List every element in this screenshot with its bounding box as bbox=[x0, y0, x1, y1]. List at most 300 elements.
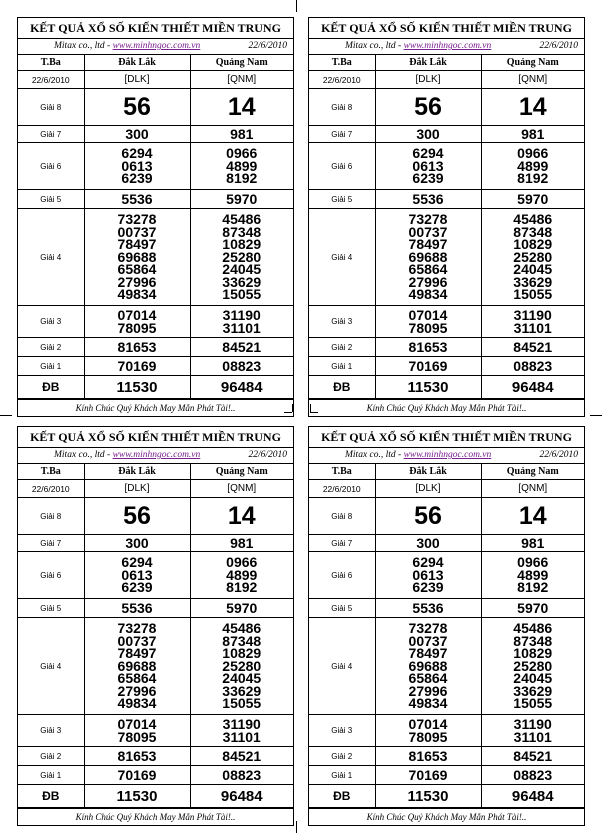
cut-mark bbox=[310, 412, 318, 413]
winning-number: 73278 bbox=[117, 619, 157, 636]
cut-mark bbox=[296, 0, 297, 12]
prize-label: Giải 1 bbox=[309, 357, 375, 376]
cut-mark bbox=[310, 404, 311, 412]
prize-numbers bbox=[84, 766, 190, 785]
prize-numbers bbox=[190, 552, 293, 599]
prize-numbers bbox=[481, 338, 584, 357]
winning-number: 87348 bbox=[513, 223, 553, 240]
winning-number: 8192 bbox=[226, 579, 258, 596]
winning-number: 87348 bbox=[222, 223, 262, 240]
winning-number: 25280 bbox=[513, 657, 553, 674]
province-code-row bbox=[309, 71, 584, 89]
prize-numbers bbox=[190, 715, 293, 747]
prize-label: Giải 1 bbox=[18, 766, 84, 785]
day-label: T.Ba bbox=[18, 55, 84, 71]
province-code-row bbox=[18, 480, 293, 498]
winning-number: 4899 bbox=[226, 566, 258, 583]
prize-label: Giải 5 bbox=[18, 599, 84, 618]
winning-number: 300 bbox=[125, 125, 149, 142]
prize-numbers bbox=[481, 618, 584, 715]
winning-number: 6239 bbox=[412, 579, 444, 596]
winning-number: 65864 bbox=[117, 261, 157, 278]
cut-mark bbox=[590, 415, 602, 416]
prize-numbers bbox=[481, 599, 584, 618]
results-table bbox=[309, 464, 584, 808]
prize-label: Giải 5 bbox=[309, 599, 375, 618]
winning-number: 70169 bbox=[408, 766, 448, 783]
winning-number: 56 bbox=[414, 502, 442, 530]
prize-numbers bbox=[375, 618, 481, 715]
prize-label: Giải 8 bbox=[18, 498, 84, 535]
province-code-row bbox=[309, 480, 584, 498]
winning-number: 25280 bbox=[222, 657, 262, 674]
winning-number: 300 bbox=[416, 125, 440, 142]
company-line bbox=[309, 448, 584, 464]
winning-number: 11530 bbox=[84, 785, 190, 808]
province-name: Đắk Lắk bbox=[84, 464, 190, 480]
prize-row bbox=[18, 306, 293, 338]
prize-numbers bbox=[190, 535, 293, 552]
prize-row bbox=[309, 599, 584, 618]
winning-number: 15055 bbox=[222, 286, 262, 303]
draw-date: 22/6/2010 bbox=[539, 450, 578, 460]
prize-numbers bbox=[375, 535, 481, 552]
prize-numbers bbox=[190, 747, 293, 766]
prize-numbers bbox=[481, 535, 584, 552]
winning-number: 5536 bbox=[412, 599, 444, 616]
company-name: Mitax co., ltd - bbox=[345, 41, 402, 51]
province-code: [QNM] bbox=[190, 480, 293, 498]
website-link[interactable]: www.minhngoc.com.vn bbox=[112, 41, 201, 51]
province-name: Quảng Nam bbox=[190, 55, 293, 71]
prize-label: Giải 4 bbox=[18, 618, 84, 715]
prize-numbers bbox=[375, 209, 481, 306]
prize-numbers bbox=[481, 357, 584, 376]
day-label: T.Ba bbox=[18, 464, 84, 480]
province-name: Quảng Nam bbox=[481, 464, 584, 480]
results-table bbox=[18, 55, 293, 399]
winning-number: 4899 bbox=[517, 566, 549, 583]
winning-number: 5970 bbox=[517, 599, 549, 616]
draw-date: 22/6/2010 bbox=[539, 41, 578, 51]
prize-row bbox=[18, 599, 293, 618]
date-cell: 22/6/2010 bbox=[18, 71, 84, 89]
winning-number: 6239 bbox=[121, 170, 153, 187]
winning-number: 0966 bbox=[517, 554, 549, 571]
winning-number: 73278 bbox=[408, 210, 448, 227]
cut-mark bbox=[296, 821, 297, 833]
winning-number: 15055 bbox=[513, 286, 553, 303]
winning-number: 81653 bbox=[117, 747, 157, 764]
prize-row bbox=[18, 498, 293, 535]
prize-numbers bbox=[481, 143, 584, 190]
winning-number: 00737 bbox=[117, 632, 157, 649]
winning-number: 49834 bbox=[408, 286, 448, 303]
winning-number: 10829 bbox=[513, 236, 553, 253]
winning-number: 84521 bbox=[513, 338, 553, 355]
prize-row bbox=[18, 766, 293, 785]
winning-number: 49834 bbox=[408, 695, 448, 712]
prize-numbers bbox=[375, 747, 481, 766]
winning-number: 24045 bbox=[513, 670, 553, 687]
winning-number: 56 bbox=[123, 502, 151, 530]
prize-numbers bbox=[84, 599, 190, 618]
prize-row bbox=[18, 143, 293, 190]
special-prize-label: ĐB bbox=[18, 785, 84, 808]
winning-number: 31190 bbox=[513, 715, 552, 732]
prize-numbers bbox=[375, 89, 481, 126]
winning-number: 81653 bbox=[117, 338, 157, 355]
ticket-title: KẾT QUẢ XỔ SỐ KIẾN THIẾT MIỀN TRUNG bbox=[309, 18, 584, 39]
prize-row bbox=[309, 747, 584, 766]
lottery-ticket bbox=[308, 426, 585, 826]
winning-number: 70169 bbox=[117, 357, 157, 374]
winning-number: 6294 bbox=[412, 554, 444, 571]
ticket-footer: Kính Chúc Quý Khách May Mắn Phát Tài!.. bbox=[309, 399, 584, 416]
province-header-row bbox=[18, 55, 293, 71]
prize-numbers bbox=[190, 143, 293, 190]
winning-number: 33629 bbox=[513, 682, 553, 699]
prize-label: Giải 2 bbox=[309, 747, 375, 766]
winning-number: 14 bbox=[227, 502, 256, 530]
winning-number: 24045 bbox=[222, 670, 262, 687]
province-code-row bbox=[18, 71, 293, 89]
province-name: Đắk Lắk bbox=[84, 55, 190, 71]
prize-label: Giải 8 bbox=[309, 498, 375, 535]
winning-number: 81653 bbox=[408, 338, 448, 355]
winning-number: 0613 bbox=[412, 157, 444, 174]
prize-row bbox=[309, 715, 584, 747]
prize-label: Giải 5 bbox=[18, 190, 84, 209]
winning-number: 00737 bbox=[408, 632, 448, 649]
winning-number: 96484 bbox=[481, 785, 584, 808]
winning-number: 84521 bbox=[222, 747, 262, 764]
company-name: Mitax co., ltd - bbox=[54, 41, 111, 51]
prize-label: Giải 2 bbox=[309, 338, 375, 357]
prize-row bbox=[18, 618, 293, 715]
draw-date: 22/6/2010 bbox=[248, 41, 287, 51]
prize-numbers bbox=[481, 747, 584, 766]
special-prize-label: ĐB bbox=[18, 376, 84, 399]
winning-number: 6294 bbox=[121, 145, 153, 162]
winning-number: 78095 bbox=[117, 319, 157, 336]
prize-row bbox=[309, 618, 584, 715]
ticket-title: KẾT QUẢ XỔ SỐ KIẾN THIẾT MIỀN TRUNG bbox=[309, 427, 584, 448]
winning-number: 8192 bbox=[517, 579, 549, 596]
winning-number: 11530 bbox=[84, 376, 190, 399]
winning-number: 08823 bbox=[513, 357, 553, 374]
prize-numbers bbox=[84, 143, 190, 190]
winning-number: 78095 bbox=[408, 319, 448, 336]
date-cell: 22/6/2010 bbox=[309, 480, 375, 498]
winning-number: 4899 bbox=[226, 157, 258, 174]
prize-row bbox=[18, 126, 293, 143]
prize-numbers bbox=[375, 498, 481, 535]
prize-label: Giải 6 bbox=[18, 552, 84, 599]
winning-number: 24045 bbox=[222, 261, 262, 278]
prize-numbers bbox=[375, 306, 481, 338]
province-code: [DLK] bbox=[375, 480, 481, 498]
winning-number: 0613 bbox=[412, 566, 444, 583]
results-table bbox=[18, 464, 293, 808]
winning-number: 84521 bbox=[222, 338, 262, 355]
website-link[interactable]: www.minhngoc.com.vn bbox=[403, 41, 492, 51]
special-prize-row bbox=[18, 376, 293, 399]
winning-number: 78095 bbox=[117, 728, 157, 745]
prize-numbers bbox=[190, 599, 293, 618]
winning-number: 96484 bbox=[190, 376, 293, 399]
prize-row bbox=[309, 143, 584, 190]
prize-numbers bbox=[84, 338, 190, 357]
winning-number: 81653 bbox=[408, 747, 448, 764]
winning-number: 8192 bbox=[517, 170, 549, 187]
province-code: [QNM] bbox=[481, 480, 584, 498]
prize-numbers bbox=[190, 190, 293, 209]
prize-numbers bbox=[481, 190, 584, 209]
winning-number: 10829 bbox=[513, 645, 553, 662]
day-label: T.Ba bbox=[309, 55, 375, 71]
winning-number: 07014 bbox=[117, 715, 157, 732]
prize-row bbox=[309, 766, 584, 785]
special-prize-row bbox=[309, 376, 584, 399]
company-line bbox=[309, 39, 584, 55]
province-name: Quảng Nam bbox=[481, 55, 584, 71]
company-name: Mitax co., ltd - bbox=[345, 450, 402, 460]
results-table bbox=[309, 55, 584, 399]
prize-numbers bbox=[84, 618, 190, 715]
winning-number: 981 bbox=[230, 125, 254, 142]
winning-number: 31101 bbox=[222, 319, 261, 336]
prize-row bbox=[18, 338, 293, 357]
winning-number: 6239 bbox=[121, 579, 153, 596]
winning-number: 07014 bbox=[408, 306, 448, 323]
winning-number: 10829 bbox=[222, 236, 262, 253]
prize-numbers bbox=[375, 766, 481, 785]
prize-numbers bbox=[84, 552, 190, 599]
lottery-ticket bbox=[17, 426, 294, 826]
province-name: Đắk Lắk bbox=[375, 55, 481, 71]
winning-number: 45486 bbox=[222, 210, 262, 227]
winning-number: 5536 bbox=[121, 190, 153, 207]
prize-numbers bbox=[190, 338, 293, 357]
prize-numbers bbox=[84, 209, 190, 306]
prize-numbers bbox=[375, 357, 481, 376]
winning-number: 300 bbox=[125, 534, 149, 551]
prize-numbers bbox=[84, 715, 190, 747]
prize-row bbox=[18, 715, 293, 747]
prize-numbers bbox=[190, 357, 293, 376]
winning-number: 87348 bbox=[222, 632, 262, 649]
company-line bbox=[18, 448, 293, 464]
province-code: [QNM] bbox=[190, 71, 293, 89]
website-link[interactable]: www.minhngoc.com.vn bbox=[112, 450, 201, 460]
prize-row bbox=[309, 209, 584, 306]
prize-label: Giải 7 bbox=[309, 535, 375, 552]
winning-number: 65864 bbox=[117, 670, 157, 687]
prize-row bbox=[309, 190, 584, 209]
prize-label: Giải 6 bbox=[309, 143, 375, 190]
winning-number: 33629 bbox=[222, 682, 262, 699]
prize-numbers bbox=[84, 126, 190, 143]
winning-number: 78497 bbox=[408, 645, 448, 662]
prize-row bbox=[18, 357, 293, 376]
prize-label: Giải 5 bbox=[309, 190, 375, 209]
prize-label: Giải 4 bbox=[18, 209, 84, 306]
winning-number: 981 bbox=[230, 534, 254, 551]
prize-numbers bbox=[481, 498, 584, 535]
winning-number: 14 bbox=[518, 502, 547, 530]
winning-number: 31101 bbox=[513, 319, 552, 336]
cut-mark bbox=[0, 415, 12, 416]
winning-number: 11530 bbox=[375, 785, 481, 808]
winning-number: 10829 bbox=[222, 645, 262, 662]
winning-number: 73278 bbox=[408, 619, 448, 636]
prize-label: Giải 2 bbox=[18, 747, 84, 766]
date-cell: 22/6/2010 bbox=[309, 71, 375, 89]
winning-number: 8192 bbox=[226, 170, 258, 187]
winning-number: 0966 bbox=[226, 145, 258, 162]
prize-numbers bbox=[375, 715, 481, 747]
prize-numbers bbox=[375, 552, 481, 599]
prize-numbers bbox=[84, 747, 190, 766]
province-header-row bbox=[309, 55, 584, 71]
winning-number: 45486 bbox=[513, 619, 553, 636]
prize-row bbox=[309, 357, 584, 376]
prize-numbers bbox=[84, 89, 190, 126]
lottery-ticket bbox=[17, 17, 294, 417]
province-code: [DLK] bbox=[84, 480, 190, 498]
special-prize-row bbox=[309, 785, 584, 808]
province-code: [DLK] bbox=[84, 71, 190, 89]
prize-row bbox=[309, 498, 584, 535]
winning-number: 07014 bbox=[408, 715, 448, 732]
prize-numbers bbox=[375, 338, 481, 357]
prize-numbers bbox=[375, 599, 481, 618]
prize-row bbox=[18, 747, 293, 766]
winning-number: 31190 bbox=[222, 306, 261, 323]
website-link[interactable]: www.minhngoc.com.vn bbox=[403, 450, 492, 460]
winning-number: 300 bbox=[416, 534, 440, 551]
winning-number: 4899 bbox=[517, 157, 549, 174]
prize-numbers bbox=[481, 209, 584, 306]
province-name: Đắk Lắk bbox=[375, 464, 481, 480]
prize-label: Giải 3 bbox=[18, 306, 84, 338]
prize-numbers bbox=[481, 552, 584, 599]
prize-row bbox=[18, 89, 293, 126]
winning-number: 33629 bbox=[222, 273, 262, 290]
winning-number: 65864 bbox=[408, 261, 448, 278]
winning-number: 69688 bbox=[408, 248, 448, 265]
prize-numbers bbox=[190, 306, 293, 338]
winning-number: 15055 bbox=[222, 695, 262, 712]
province-header-row bbox=[309, 464, 584, 480]
prize-numbers bbox=[481, 715, 584, 747]
winning-number: 49834 bbox=[117, 286, 157, 303]
winning-number: 11530 bbox=[375, 376, 481, 399]
winning-number: 0966 bbox=[226, 554, 258, 571]
winning-number: 78497 bbox=[117, 236, 157, 253]
winning-number: 87348 bbox=[513, 632, 553, 649]
winning-number: 08823 bbox=[222, 357, 262, 374]
winning-number: 08823 bbox=[222, 766, 262, 783]
prize-row bbox=[18, 190, 293, 209]
prize-label: Giải 4 bbox=[309, 618, 375, 715]
prize-row bbox=[18, 535, 293, 552]
winning-number: 70169 bbox=[408, 357, 448, 374]
winning-number: 27996 bbox=[408, 682, 448, 699]
prize-label: Giải 7 bbox=[18, 126, 84, 143]
province-code: [QNM] bbox=[481, 71, 584, 89]
prize-numbers bbox=[190, 209, 293, 306]
day-label: T.Ba bbox=[309, 464, 375, 480]
winning-number: 69688 bbox=[408, 657, 448, 674]
ticket-footer: Kính Chúc Quý Khách May Mắn Phát Tài!.. bbox=[18, 399, 293, 416]
winning-number: 70169 bbox=[117, 766, 157, 783]
winning-number: 31101 bbox=[222, 728, 261, 745]
prize-row bbox=[18, 209, 293, 306]
winning-number: 27996 bbox=[117, 273, 157, 290]
winning-number: 14 bbox=[227, 93, 256, 121]
prize-label: Giải 1 bbox=[18, 357, 84, 376]
ticket-footer: Kính Chúc Quý Khách May Mắn Phát Tài!.. bbox=[18, 808, 293, 825]
prize-label: Giải 8 bbox=[18, 89, 84, 126]
winning-number: 981 bbox=[521, 534, 545, 551]
prize-label: Giải 6 bbox=[309, 552, 375, 599]
winning-number: 25280 bbox=[513, 248, 553, 265]
winning-number: 6239 bbox=[412, 170, 444, 187]
winning-number: 08823 bbox=[513, 766, 553, 783]
province-header-row bbox=[18, 464, 293, 480]
prize-numbers bbox=[481, 306, 584, 338]
cut-mark bbox=[284, 412, 292, 413]
winning-number: 78095 bbox=[408, 728, 448, 745]
winning-number: 45486 bbox=[513, 210, 553, 227]
winning-number: 27996 bbox=[408, 273, 448, 290]
winning-number: 96484 bbox=[190, 785, 293, 808]
winning-number: 69688 bbox=[117, 248, 157, 265]
prize-numbers bbox=[84, 498, 190, 535]
prize-numbers bbox=[190, 498, 293, 535]
winning-number: 07014 bbox=[117, 306, 157, 323]
winning-number: 33629 bbox=[513, 273, 553, 290]
winning-number: 5970 bbox=[226, 190, 258, 207]
winning-number: 49834 bbox=[117, 695, 157, 712]
winning-number: 78497 bbox=[117, 645, 157, 662]
prize-label: Giải 1 bbox=[309, 766, 375, 785]
winning-number: 15055 bbox=[513, 695, 553, 712]
company-line bbox=[18, 39, 293, 55]
prize-numbers bbox=[190, 126, 293, 143]
prize-numbers bbox=[481, 89, 584, 126]
ticket-footer: Kính Chúc Quý Khách May Mắn Phát Tài!.. bbox=[309, 808, 584, 825]
winning-number: 6294 bbox=[121, 554, 153, 571]
prize-numbers bbox=[375, 143, 481, 190]
prize-label: Giải 6 bbox=[18, 143, 84, 190]
winning-number: 31190 bbox=[513, 306, 552, 323]
winning-number: 5970 bbox=[226, 599, 258, 616]
prize-row bbox=[309, 535, 584, 552]
prize-row bbox=[309, 126, 584, 143]
winning-number: 5536 bbox=[412, 190, 444, 207]
winning-number: 78497 bbox=[408, 236, 448, 253]
prize-numbers bbox=[481, 766, 584, 785]
prize-numbers bbox=[190, 618, 293, 715]
prize-label: Giải 3 bbox=[309, 715, 375, 747]
winning-number: 25280 bbox=[222, 248, 262, 265]
winning-number: 6294 bbox=[412, 145, 444, 162]
winning-number: 0613 bbox=[121, 157, 153, 174]
draw-date: 22/6/2010 bbox=[248, 450, 287, 460]
